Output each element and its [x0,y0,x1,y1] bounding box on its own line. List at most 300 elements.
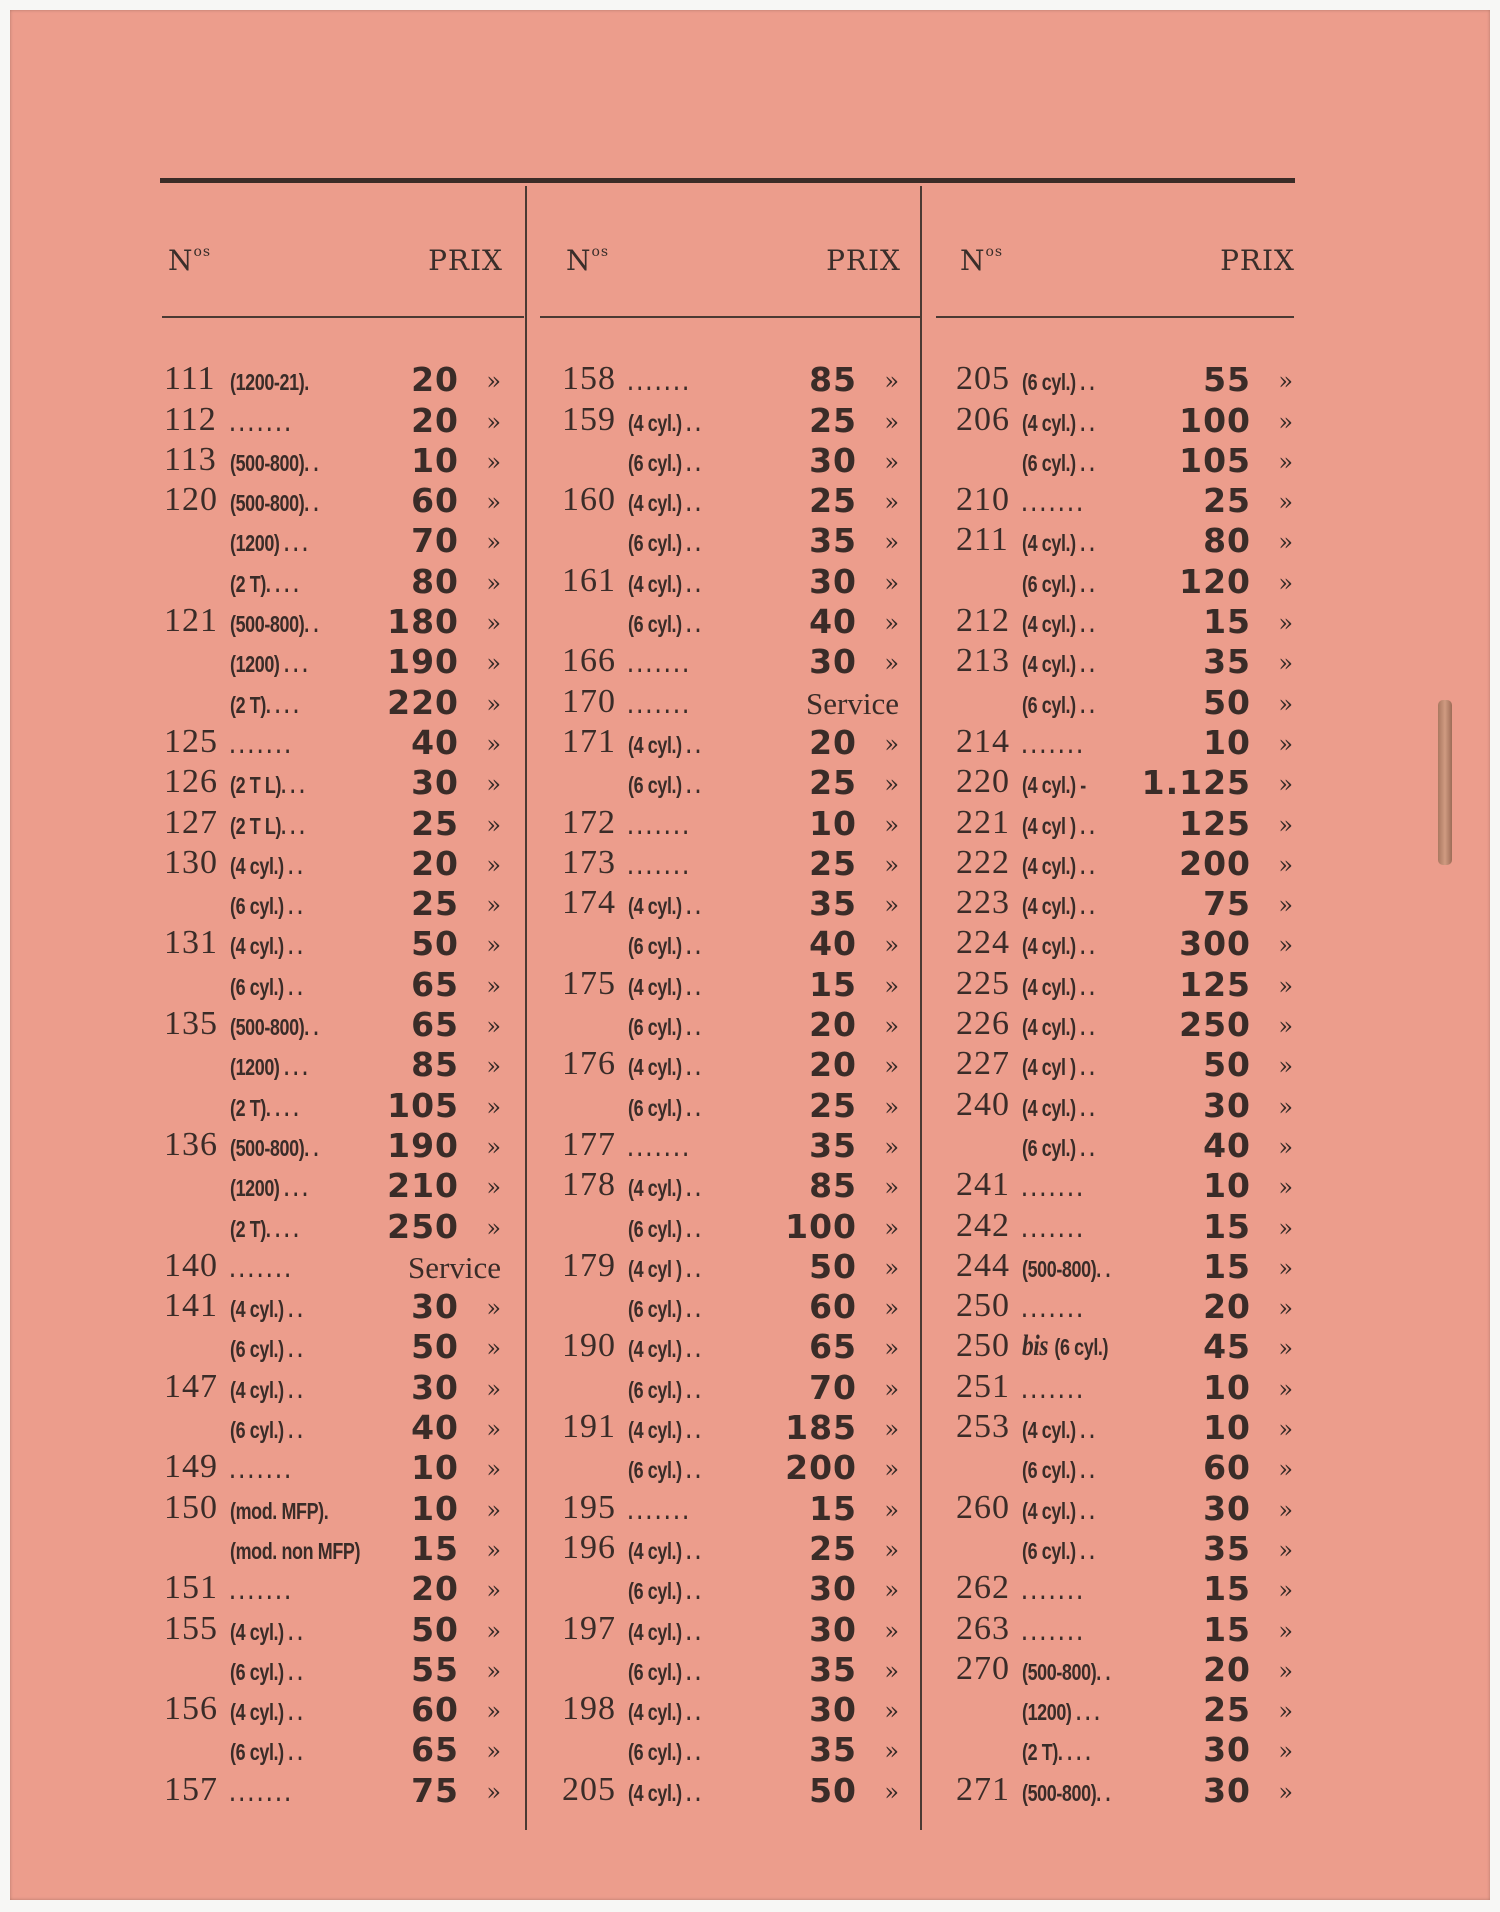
ditto-mark: » [486,1495,501,1524]
item-number: 197 [562,1609,616,1647]
item-price: 20 [411,360,459,400]
table-row [560,805,915,845]
table-row [162,1410,517,1450]
ditto-mark: » [884,1455,899,1484]
item-detail: (6 cyl.) . . [628,1296,701,1323]
item-price: 105 [1179,440,1251,480]
item-price: 25 [1203,481,1251,521]
item-price: 70 [411,521,459,561]
item-price: 20 [411,843,459,883]
ditto-mark: » [486,1576,501,1605]
item-detail: (4 cyl.) . . [1022,1094,1095,1121]
item-number: 156 [164,1690,218,1728]
item-detail: (6 cyl.) . . [628,1215,701,1242]
table-row [162,1246,517,1289]
item-detail: (2 T). . . . [1022,1739,1091,1766]
ditto-mark: » [884,1253,899,1282]
item-price: 30 [411,763,459,803]
table-row [162,1450,517,1490]
item-price: 30 [1203,1770,1251,1810]
header-rule-2 [540,316,920,318]
ditto-mark: » [486,1052,501,1081]
item-price: 15 [1203,1569,1251,1609]
item-detail: . . . . . . . [230,409,290,436]
item-price: 100 [1179,400,1251,440]
item-number: 241 [956,1166,1010,1204]
item-number: 171 [562,722,616,760]
ditto-mark: » [884,1334,899,1363]
item-detail: (6 cyl.) . . [628,933,701,960]
item-price: 15 [809,964,857,1004]
item-number: 158 [562,360,616,398]
ditto-mark: » [884,1052,899,1081]
ditto-mark: » [884,729,899,758]
item-price: 55 [411,1649,459,1689]
table-row [560,1007,915,1047]
item-detail: (4 cyl.) . . [628,731,701,758]
item-detail: (6 cyl.) . . [628,1578,701,1605]
column-header [560,244,915,284]
item-detail: (6 cyl.) . . [628,1739,701,1766]
table-row [162,523,517,563]
item-detail: (500-800). . [230,1134,319,1161]
table-row [560,1125,915,1168]
item-price: 75 [1203,884,1251,924]
item-detail: (6 cyl.) . . [230,1417,303,1444]
ditto-mark: » [884,770,899,799]
table-row [954,1649,1309,1692]
ditto-mark: » [884,850,899,879]
table-row [954,1168,1309,1208]
item-price: 80 [1203,521,1251,561]
item-number: 210 [956,481,1010,519]
item-price: 25 [809,481,857,521]
item-price: 20 [809,722,857,762]
table-row [954,1369,1309,1409]
table-row [560,926,915,966]
item-detail: . . . . . . . [230,1255,290,1282]
item-price: 10 [411,1448,459,1488]
item-detail: . . . . . . . [628,651,688,678]
item-price: 85 [411,1045,459,1085]
item-number: 130 [164,843,218,881]
ditto-mark: » [1278,1616,1293,1645]
item-price: 50 [411,1609,459,1649]
item-number: 149 [164,1448,218,1486]
table-row [560,1047,915,1087]
item-detail: (4 cyl.) . . [230,1296,303,1323]
item-detail: (1200) . . . [230,1175,308,1202]
item-number: 271 [956,1770,1010,1808]
item-number: 221 [956,803,1010,841]
table-row [560,1732,915,1772]
item-detail: (4 cyl.) - [1022,772,1086,799]
item-number: 147 [164,1367,218,1405]
item-detail: (4 cyl.) . . [230,1376,303,1403]
item-number: 136 [164,1125,218,1163]
item-detail: (6 cyl.) . . [1022,570,1095,597]
ditto-mark: » [1278,1495,1293,1524]
ditto-mark: » [884,407,899,436]
item-number: 198 [562,1690,616,1728]
item-number: 214 [956,722,1010,760]
item-number: 157 [164,1770,218,1808]
item-price: 30 [809,1690,857,1730]
item-detail: (4 cyl.) . . [628,490,701,517]
item-detail: (4 cyl ) . . [1022,1054,1095,1081]
item-detail: . . . . . . . [1022,1376,1082,1403]
item-price: 20 [1203,1287,1251,1327]
item-price: 1.125 [1141,763,1251,803]
ditto-mark: » [1278,1132,1293,1161]
item-number: 178 [562,1166,616,1204]
ditto-mark: » [1278,1576,1293,1605]
ditto-mark: » [486,1092,501,1121]
item-detail: . . . . . . . [1022,1618,1082,1645]
item-detail: (500-800). . [230,1014,319,1041]
item-detail: . . . . . . . [1022,731,1082,758]
table-row [954,1692,1309,1732]
table-row [162,966,517,1006]
ditto-mark: » [884,1132,899,1161]
item-detail: (4 cyl.) . . [230,852,303,879]
table-row [162,440,517,483]
item-price: 30 [1203,1488,1251,1528]
ditto-mark: » [486,1173,501,1202]
ditto-mark: » [884,1535,899,1564]
item-detail: (4 cyl.) . . [230,1618,303,1645]
item-price: 30 [809,642,857,682]
table-row [162,843,517,886]
item-detail: (4 cyl.) . . [628,1618,701,1645]
item-price: 200 [785,1448,857,1488]
item-price: 70 [809,1367,857,1407]
item-price: 35 [1203,1528,1251,1568]
item-price: 10 [809,803,857,843]
table-row [560,604,915,644]
ditto-mark: » [884,609,899,638]
item-detail: (4 cyl.) . . [628,893,701,920]
ditto-mark: » [884,488,899,517]
item-price: Service [408,1249,501,1285]
item-price: 65 [411,1730,459,1770]
item-detail: (6 cyl.) . . [1022,691,1095,718]
item-price: 20 [1203,1649,1251,1689]
ditto-mark: » [884,1697,899,1726]
item-detail: (2 T). . . . [230,1094,299,1121]
item-detail: (4 cyl.) . . [1022,530,1095,557]
item-number: 206 [956,400,1010,438]
item-number: 262 [956,1569,1010,1607]
ditto-mark: » [1278,689,1293,718]
item-price: 30 [809,1569,857,1609]
item-price: 25 [809,843,857,883]
item-price: 65 [411,964,459,1004]
ditto-mark: » [1278,407,1293,436]
price-heading: PRIX [826,244,901,277]
table-row [560,765,915,805]
item-detail: . . . . . . . [628,1497,688,1524]
item-detail: . . . . . . . [1022,1175,1082,1202]
item-price: 25 [809,1528,857,1568]
table-row [560,523,915,563]
item-detail: (2 T). . . . [230,691,299,718]
item-detail: (2 T L). . . [230,812,305,839]
ditto-mark: » [1278,1737,1293,1766]
table-row [560,644,915,684]
item-number: 223 [956,884,1010,922]
item-detail: (6 cyl.) . . [230,1336,303,1363]
ditto-mark: » [486,1697,501,1726]
table-row [162,362,517,402]
item-number: 173 [562,843,616,881]
ditto-mark: » [486,1656,501,1685]
item-price: 50 [809,1246,857,1286]
item-detail: (6 cyl.) . . [1022,449,1095,476]
ditto-mark: » [486,971,501,1000]
table-row [560,402,915,442]
item-number: 205 [956,360,1010,398]
item-price: 185 [785,1408,857,1448]
ditto-mark: » [1278,447,1293,476]
item-number: 222 [956,843,1010,881]
table-row [954,362,1309,402]
item-price: 105 [387,1085,459,1125]
item-price: 35 [809,1649,857,1689]
item-detail: (4 cyl.) . . [628,1054,701,1081]
ditto-mark: » [1278,971,1293,1000]
table-row [162,1047,517,1087]
item-number: 250 [956,1287,1010,1325]
item-price: 50 [1203,1045,1251,1085]
table-row [560,1246,915,1289]
item-detail: (500-800). . [1022,1255,1111,1282]
table-row [162,1692,517,1732]
item-detail: (6 cyl.) . . [1022,1537,1095,1564]
table-row [162,1649,517,1692]
item-price: 35 [1203,642,1251,682]
item-price: 65 [411,1005,459,1045]
item-detail: (4 cyl.) . . [1022,973,1095,1000]
table-row [162,604,517,644]
price-heading: PRIX [428,244,503,277]
table-row [954,1528,1309,1571]
column-header [162,244,517,284]
table-row [162,644,517,684]
item-detail: (6 cyl.) . . [628,449,701,476]
item-detail-italic: bis [1022,1329,1049,1363]
item-detail: (4 cyl.) . . [1022,409,1095,436]
item-detail: (1200) . . . [230,530,308,557]
item-detail: (6 cyl.) . . [628,530,701,557]
item-price: 30 [809,561,857,601]
item-price: 30 [809,1609,857,1649]
table-row [560,1208,915,1248]
table-row [560,1611,915,1651]
table-row [560,1329,915,1369]
ditto-mark: » [486,1777,501,1806]
table-row [560,483,915,523]
item-price: 190 [387,642,459,682]
table-row [162,1611,517,1651]
ditto-mark: » [884,568,899,597]
table-row [560,1528,915,1571]
table-row [954,1732,1309,1772]
table-row [162,1125,517,1168]
table-row [954,926,1309,966]
item-detail: (4 cyl.) . . [628,1417,701,1444]
item-detail: (4 cyl ) . . [628,1255,701,1282]
ditto-mark: » [884,1616,899,1645]
item-detail: . . . . . . . [230,731,290,758]
item-detail: (6 cyl.) . . [628,1376,701,1403]
ditto-mark: » [884,447,899,476]
item-detail: (500-800). . [230,611,319,638]
ditto-mark: » [1278,367,1293,396]
ditto-mark: » [486,729,501,758]
table-row [954,604,1309,644]
item-price: 45 [1203,1327,1251,1367]
table-row [162,402,517,442]
item-detail: (4 cyl.) . . [1022,651,1095,678]
item-detail: (500-800). . [230,490,319,517]
item-price: 20 [411,400,459,440]
ditto-mark: » [1278,1374,1293,1403]
ditto-mark: » [1278,1455,1293,1484]
item-detail: (4 cyl.) . . [628,570,701,597]
ditto-mark: » [486,891,501,920]
item-number: 125 [164,722,218,760]
item-price: 10 [1203,1166,1251,1206]
item-price: 30 [1203,1730,1251,1770]
item-detail: (500-800). . [1022,1779,1111,1806]
item-number: 211 [956,521,1009,559]
ditto-mark: » [884,1012,899,1041]
price-rows [954,362,1309,1813]
item-detail: (4 cyl ) . . [1022,812,1095,839]
table-row [954,805,1309,845]
numbers-heading: $N^{os}$ [566,244,610,277]
table-row [560,722,915,765]
item-detail: (6 cyl.) . . [628,1457,701,1484]
table-row [954,1772,1309,1812]
item-detail: (4 cyl.) . . [628,1537,701,1564]
ditto-mark: » [884,1374,899,1403]
table-row [560,1692,915,1732]
ditto-mark: » [1278,729,1293,758]
ditto-mark: » [1278,850,1293,879]
ditto-mark: » [486,649,501,678]
item-number: 170 [562,682,616,720]
ditto-mark: » [1278,1697,1293,1726]
ditto-mark: » [1278,1213,1293,1242]
table-row [560,1772,915,1812]
table-row [560,1168,915,1208]
ditto-mark: » [486,407,501,436]
item-detail: (4 cyl.) . . [628,1699,701,1726]
item-price: 35 [809,521,857,561]
table-row [954,563,1309,603]
ditto-mark: » [1278,770,1293,799]
table-row [162,765,517,805]
table-row [560,684,915,724]
header-rule-3 [936,316,1294,318]
ditto-mark: » [486,609,501,638]
ditto-mark: » [486,850,501,879]
item-price: 15 [1203,602,1251,642]
item-price: 15 [1203,1246,1251,1286]
ditto-mark: » [1278,931,1293,960]
item-detail: (mod. non MFP) [230,1537,361,1564]
item-number: 150 [164,1488,218,1526]
table-row [162,1772,517,1812]
item-detail: (4 cyl.) . . [230,933,303,960]
table-row [954,644,1309,684]
item-number: 213 [956,642,1010,680]
table-row [560,966,915,1006]
item-price: 20 [809,1005,857,1045]
table-row [954,523,1309,563]
item-detail: (4 cyl.) . . [230,1699,303,1726]
ditto-mark: » [486,528,501,557]
table-row [954,966,1309,1006]
ditto-mark: » [486,810,501,839]
item-number: 190 [562,1327,616,1365]
item-number: 196 [562,1528,616,1566]
ditto-mark: » [486,689,501,718]
item-price: 50 [1203,682,1251,722]
column-divider-2 [920,186,922,1830]
item-detail: (2 T). . . . [230,1215,299,1242]
ditto-mark: » [1278,609,1293,638]
item-detail: (4 cyl.) . . [1022,1497,1095,1524]
item-detail: (1200) . . . [1022,1699,1100,1726]
item-price: 100 [785,1206,857,1246]
item-number: 253 [956,1408,1010,1446]
item-number: 111 [164,360,216,398]
price-list-page [10,10,1490,1900]
ditto-mark: » [884,649,899,678]
ditto-mark: » [486,931,501,960]
ditto-mark: » [486,1132,501,1161]
table-row [954,1125,1309,1168]
item-price: 30 [411,1287,459,1327]
item-number: 205 [562,1770,616,1808]
table-row [954,1007,1309,1047]
item-price: 30 [411,1367,459,1407]
column-header [954,244,1309,284]
ditto-mark: » [884,971,899,1000]
ditto-mark: » [1278,1173,1293,1202]
item-number: 166 [562,642,616,680]
item-number: 240 [956,1085,1010,1123]
item-detail: . . . . . . . [628,812,688,839]
table-row [162,1490,517,1530]
item-price: 40 [809,602,857,642]
item-number: 260 [956,1488,1010,1526]
item-price: 25 [1203,1690,1251,1730]
table-row [162,1007,517,1047]
numbers-heading: $N^{os}$ [168,244,212,277]
item-number: 225 [956,964,1010,1002]
item-number: 121 [164,602,218,640]
table-row [162,926,517,966]
item-price: 250 [1179,1005,1251,1045]
item-detail: . . . . . . . [1022,1215,1082,1242]
table-row [954,722,1309,765]
table-row [954,1410,1309,1450]
item-price: 25 [411,884,459,924]
